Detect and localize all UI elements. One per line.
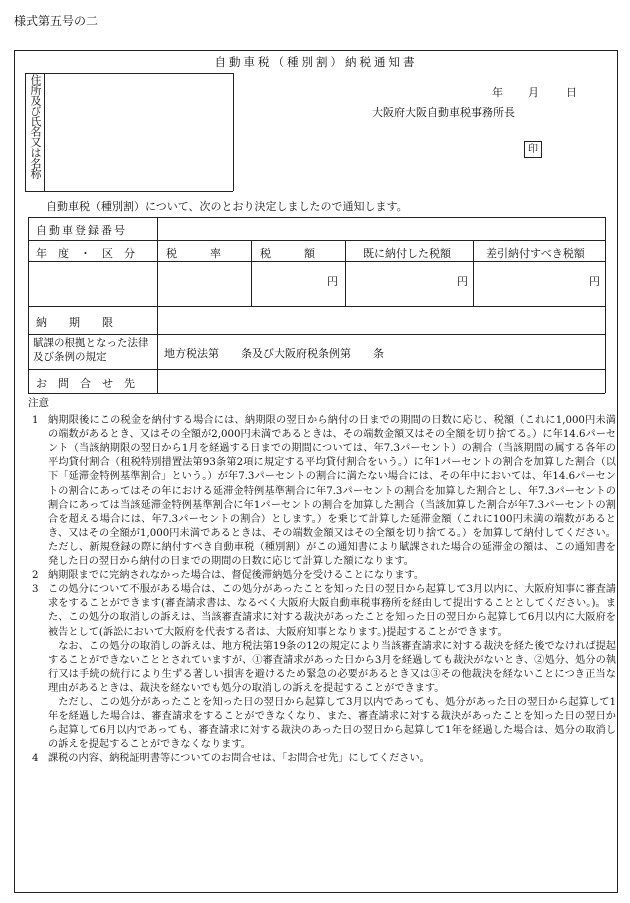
deadline-label: 納 期 限 (36, 316, 113, 329)
deadline-field[interactable] (160, 308, 602, 332)
table-line-bottom (28, 393, 605, 394)
legal-basis-label: 賦課の根拠となった法律及び条例の規定 (33, 337, 149, 363)
address-box-right (233, 73, 234, 191)
issuer-name: 大阪府大阪自動車税事務所長 (372, 106, 515, 119)
intro-text: 自動車税（種別割）について、次のとおり決定しましたので通知します。 (46, 200, 408, 213)
contact-field[interactable] (160, 371, 602, 391)
table-line-3 (28, 261, 605, 262)
legal-basis-value: 地方税法第 条及び大阪府税条例第 条 (164, 347, 384, 360)
document-title: 自動車税（種別割）納税通知書 (214, 55, 418, 69)
table-line-top (28, 217, 605, 218)
table-line-5 (28, 334, 605, 335)
table-line-6 (28, 369, 605, 370)
address-box-left (25, 73, 26, 191)
address-name-field[interactable] (47, 76, 230, 188)
table-col-3 (345, 240, 346, 306)
note-number: 2 (32, 570, 39, 582)
balance-due-yen: 円 (589, 275, 600, 288)
note-text: この処分について不服がある場合は、この処分があったことを知った日の翌日から起算して3月以内に、大阪府知事に審査請求をすることができます(審査請求書は、なるべく大阪府大阪自動車税事務所を経由して提出することとしてください。)。また、この処分の取消しの訴えは、当該審査請求に対する裁決があったことを知った日の翌日から起算して6月以内に大阪府を被告として(訴訟において大阪府を代表する者は、大阪府知事となります。)提起することができます。 (48, 584, 616, 638)
seal-mark: 印 (524, 141, 542, 158)
column-paid-amount: 既に納付した税額 (363, 247, 451, 260)
table-line-2 (28, 240, 605, 241)
column-balance-due: 差引納付すべき税額 (486, 247, 585, 260)
registration-number-field[interactable] (160, 219, 602, 238)
note-item (30, 583, 616, 639)
table-edge-right (605, 217, 606, 393)
address-box-bottom (25, 191, 233, 192)
year-category-field[interactable] (30, 263, 155, 304)
paid-amount-yen: 円 (457, 275, 468, 288)
table-col-2 (251, 240, 252, 306)
address-name-label: 住所及び氏名又は名称 (29, 74, 42, 179)
date-month-label: 月 (528, 86, 539, 99)
tax-rate-field[interactable] (159, 263, 249, 304)
date-day-label: 日 (566, 86, 577, 99)
table-col-4 (473, 240, 474, 306)
form-number-label: 様式第五号の二 (14, 14, 99, 28)
tax-amount-yen: 円 (327, 275, 338, 288)
table-col-1 (157, 217, 158, 393)
note-item (30, 569, 616, 583)
notes-section (30, 396, 616, 766)
note-subparagraph: なお、この処分の取消しの訴えは、地方税法第19条の12の規定により当該審査請求に対する裁決を経た後でなければ提起することができないこととされていますが、①審査請求があった日から3月を経過しても裁決がないとき、②処分、処分の執行又は手続の続行により生ずる著しい損害を避けるため緊急の必要があるとき又は③その他裁決を経ないことにつき正当な理由があるときは、裁決を経ないでも処分の取消しの訴えを提起することができます。 (48, 640, 616, 694)
column-tax-amount: 税 額 (260, 247, 315, 260)
note-text: 課税の内容、納税証明書等についてのお問合せは、「お問合せ先」にしてください。 (48, 753, 430, 765)
address-box-divider (44, 73, 45, 191)
note-number: 3 (32, 584, 39, 596)
table-line-4 (28, 306, 605, 307)
column-year-category: 年 度 ・ 区 分 (36, 247, 135, 260)
note-item (30, 414, 616, 569)
note-text: 納期限までに完納されなかった場合は、督促後滞納処分を受けることになります。 (48, 570, 425, 582)
note-number: 1 (32, 415, 39, 427)
note-number: 4 (32, 753, 39, 765)
table-edge-left (28, 217, 29, 393)
address-box-top (25, 73, 233, 74)
registration-label: 自動車登録番号 (36, 224, 127, 237)
note-subparagraph: ただし、この処分があったことを知った日の翌日から起算して3月以内であっても、処分があった日の翌日から起算して1年を経過した場合は、審査請求をすることができなくなり、また、審査請求に対する裁決があったことを知った日の翌日から起算して6月以内であっても、審査請求に対する裁決のあった日の翌日から起算して1年を経過した場合は、処分の取消しの訴えを提起することができなくなります。 (48, 696, 616, 751)
column-tax-rate: 税 率 (166, 247, 221, 260)
note-item (30, 752, 616, 766)
note-text: 納期限後にこの税金を納付する場合には、納期限の翌日から納付の日までの期間の日数に応じ、税額（これに1,000円未満の端数があるとき、又はその全額が2,000円未満であるときは、その端数金額又はその全額を切り捨てる。）に年14.6パーセント（当該納期限の翌日から1月を経過する日までの期間については、年7.3パーセント）の割合（当該期間の属する各年の平均貸付割合（租税特別措置法第93条第2項に規定する平均貸付割合をいう。）に年1パーセントの割合を加算した割合（以下「延滞金特例基準割合」という。）が年7.3パーセントの割合に満たない場合には、その年中においては、年14.6パーセントの割合にあってはその年における延滞金特例基準割合に年7.3パーセントの割合を加算した割合とし、年7.3パーセントの割合にあっては当該延滞金特例基準割合に年1パーセントの割合を加算した割合（当該加算した割合が年7.3パーセントの割合を超える場合には、年7.3パーセントの割合）とします。）を乗じて計算した延滞金額（これに100円未満の端数があるとき、又はその全額が1,000円未満であるときは、その端数金額又はその全額を切り捨てる。）を加算して納付してください。ただし、新規登録の際に納付すべき自動車税（種別割）がこの通知書により賦課された場合の延滞金の額は、この通知書を発した日の翌日から納付の日までの期間の日数に応じて計算した額になります。 (48, 415, 616, 568)
contact-label: お 問 合 せ 先 (36, 377, 135, 390)
notes-title: 注意 (28, 397, 49, 409)
date-year-label: 年 (492, 86, 503, 99)
